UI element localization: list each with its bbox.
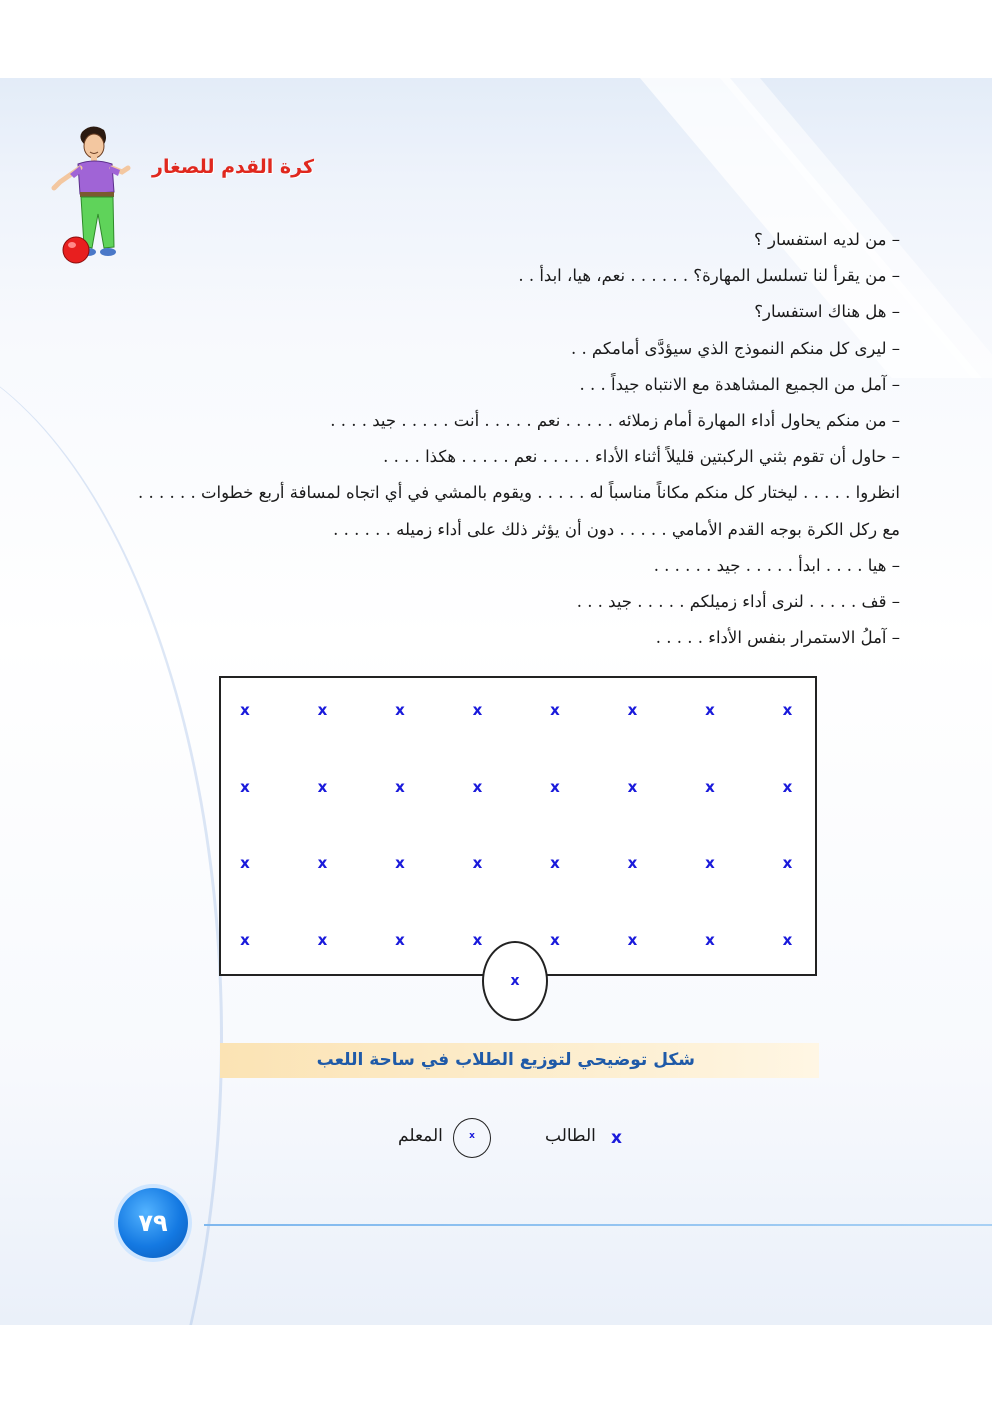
student-position-marker: x (627, 701, 638, 719)
instruction-line: – آمل من الجميع المشاهدة مع الانتباه جيداً . . . (579, 374, 900, 394)
student-position-marker: x (627, 854, 638, 872)
student-position-marker: x (317, 854, 328, 872)
student-position-marker: x (782, 701, 793, 719)
student-position-marker: x (472, 930, 483, 949)
student-position-marker: x (705, 930, 715, 949)
student-position-marker: x (317, 777, 328, 796)
student-position-marker: x (472, 777, 483, 796)
instruction-line: – قف . . . . . لنرى أداء زميلكم . . . . . جيد . . . (576, 592, 900, 612)
student-position-marker: x (627, 777, 638, 796)
instruction-line: – هيا . . . . ابدأ . . . . . جيد . . . . . . (653, 555, 900, 575)
student-position-marker: x (395, 701, 405, 719)
student-position-marker: x (705, 777, 715, 796)
page-number: ٧٩ (118, 1188, 188, 1258)
diagram-caption: شكل توضيحي لتوزيع الطلاب في ساحة اللعب (316, 1050, 695, 1070)
student-position-marker: x (317, 930, 328, 949)
student-position-marker: x (395, 777, 405, 796)
student-position-marker: x (705, 701, 715, 719)
instruction-line: – من لديه استفسار ؟ (754, 230, 900, 249)
student-position-marker: x (395, 854, 405, 872)
student-position-marker: x (627, 930, 638, 949)
student-position-marker: x (550, 930, 560, 949)
student-position-marker: x (782, 777, 793, 796)
student-position-marker: x (472, 854, 483, 872)
instructions-text (130, 222, 900, 656)
student-position-marker: x (550, 777, 560, 796)
instruction-line: – آملُ الاستمرار بنفس الأداء . . . . . (655, 628, 900, 648)
mascot-boy-with-ball-icon (48, 122, 138, 272)
teacher-position-marker: x (482, 941, 548, 1021)
instruction-line: – حاول أن تقوم بثني الركبتين قليلاً أثناء الأداء . . . . . نعم . . . . . هكذا . . . . (383, 447, 900, 467)
student-position-marker: x (317, 701, 328, 719)
instruction-line: – هل هناك استفسار؟ (754, 302, 900, 322)
footer-divider (204, 1224, 992, 1226)
student-position-marker: x (395, 930, 405, 949)
diagram-caption-bar (220, 1043, 819, 1078)
student-position-marker: x (240, 777, 250, 796)
legend-student-label: الطالب (545, 1126, 596, 1146)
teacher-symbol-icon: x (453, 1118, 491, 1158)
playing-field-diagram (219, 676, 817, 976)
instruction-line: – من منكم يحاول أداء المهارة أمام زملائه . . . . . نعم . . . . . أنت . . . . . جيد . . . . (330, 411, 900, 431)
student-symbol-icon: x (611, 1128, 622, 1148)
student-position-marker: x (550, 854, 560, 872)
header-title: كرة القدم للصغار (152, 156, 314, 178)
legend-teacher (398, 1118, 494, 1162)
student-position-marker: x (240, 930, 250, 949)
student-position-marker: x (705, 854, 715, 872)
instruction-line: – من يقرأ لنا تسلسل المهارة؟ . . . . . . نعم، هيا، ابدأ . . (518, 266, 900, 286)
student-position-marker: x (550, 701, 560, 719)
student-position-marker: x (782, 930, 793, 949)
student-position-marker: x (782, 854, 793, 872)
instruction-line: مع ركل الكرة بوجه القدم الأمامي . . . . . دون أن يؤثر ذلك على أداء زميله . . . . . . (333, 519, 900, 539)
legend-student (545, 1118, 625, 1162)
student-position-marker: x (240, 854, 250, 872)
legend-teacher-label: المعلم (398, 1126, 443, 1146)
instruction-line: انظروا . . . . . ليختار كل منكم مكاناً مناسباً له . . . . . ويقوم بالمشي في أي اتجاه لمسافة أربع خطوات . . . . . . (138, 483, 900, 503)
instruction-line: – ليرى كل منكم النموذج الذي سيؤدَّى أمامكم . . (570, 338, 900, 358)
student-position-marker: x (472, 701, 483, 719)
student-position-marker: x (240, 701, 250, 719)
